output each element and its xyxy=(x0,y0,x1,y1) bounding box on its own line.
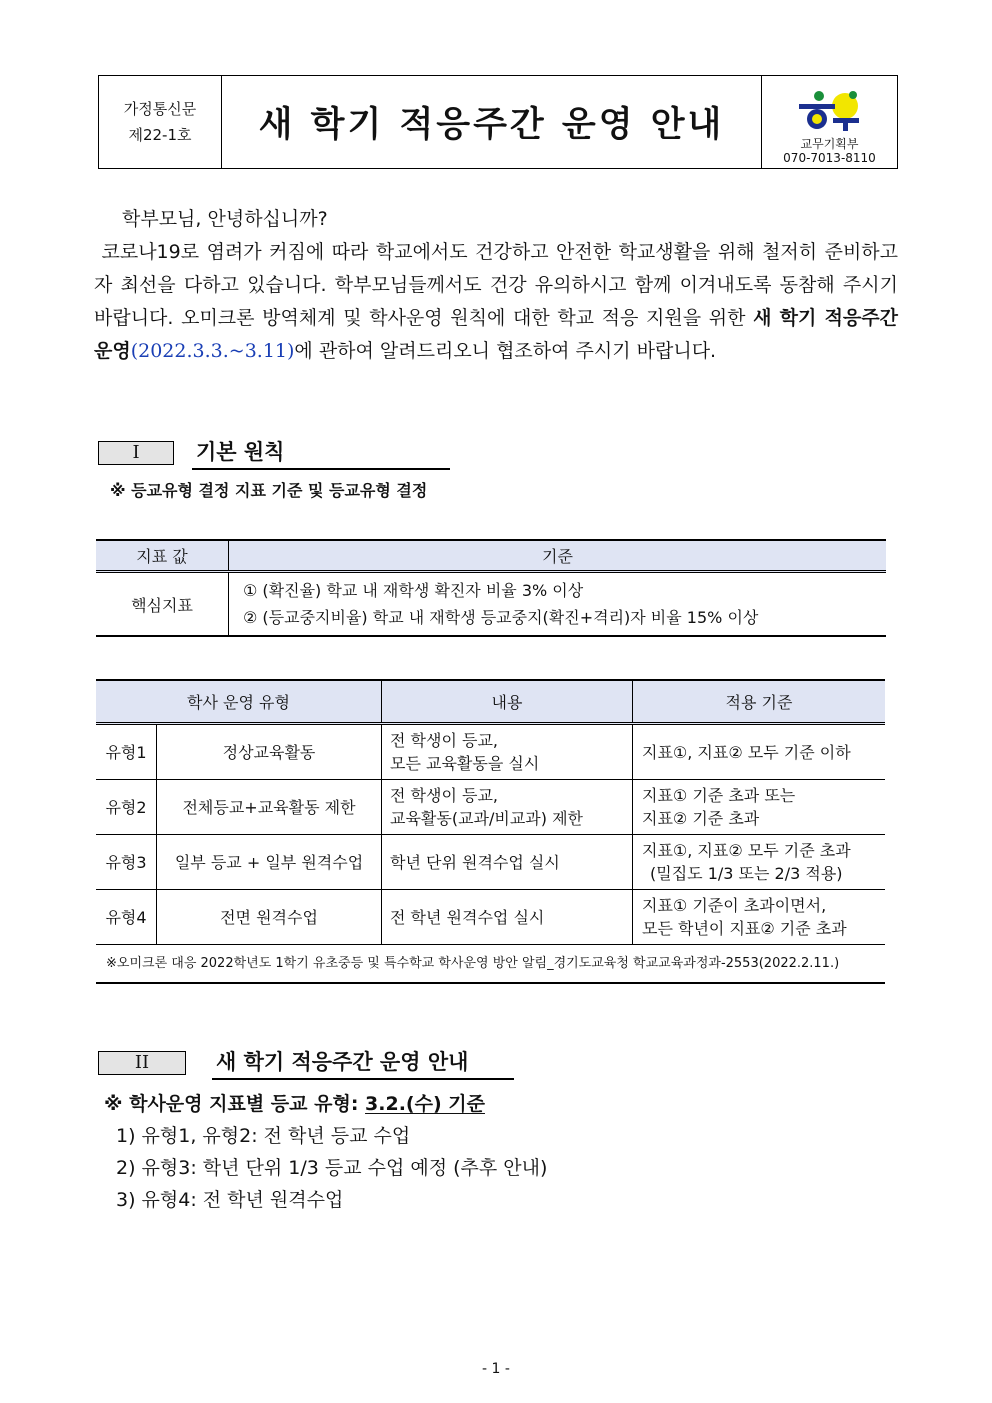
content-line: 전 학생이 등교, xyxy=(390,786,498,805)
criteria-line: 지표①, 지표② 모두 기준 초과 xyxy=(642,841,851,860)
content-line: 전 학생이 등교, xyxy=(390,731,498,750)
section-1-note: ※ 등교유형 결정 지표 기준 및 등교유형 결정 xyxy=(110,481,428,500)
table-row xyxy=(96,572,886,637)
criteria-cell xyxy=(633,724,886,780)
section-2-number: II xyxy=(98,1051,186,1075)
table-header: 적용 기준 xyxy=(633,680,886,724)
type-cell: 유형2 xyxy=(96,780,157,835)
section-2-list xyxy=(104,1088,547,1216)
name-cell: 일부 등교 + 일부 원격수업 xyxy=(157,835,382,890)
section-1-title: 기본 원칙 xyxy=(192,436,450,470)
section-2-title: 새 학기 적응주간 운영 안내 xyxy=(212,1046,514,1080)
intro-body-bold: 새 학기 적응주간 운영 xyxy=(94,307,898,362)
content-cell xyxy=(382,780,633,835)
criteria-line: 지표①, 지표② 모두 기준 이하 xyxy=(642,742,851,762)
dept-phone: 070-7013-8110 xyxy=(783,151,876,165)
table-footnote-row xyxy=(96,945,885,984)
content-line: 모든 교육활동을 실시 xyxy=(390,754,540,773)
criteria-line: 지표① 기준이 초과이면서, xyxy=(642,896,827,915)
dept-name: 교무기획부 xyxy=(800,137,859,151)
section-2-heading xyxy=(98,1046,514,1080)
doc-info xyxy=(99,76,222,168)
indicator-table xyxy=(96,539,886,637)
intro-body-1: 코로나19로 염려가 커짐에 따라 학교에서도 건강하고 안전한 학교생활을 위해 철저히 준비하고자 최선을 다하고 있습니다. 학부모님들께서도 건강 유의하시고 함께 이겨내도록 동참해 주시기 바랍니다. 오미크론 방역체계 및 학사운영 원칙에 대한 학교 적응 지원을 위한 xyxy=(94,241,899,329)
list-item: 1) 유형1, 유형2: 전 학년 등교 수업 xyxy=(116,1125,411,1147)
criteria-cell xyxy=(633,835,886,890)
section-2-lead xyxy=(104,1088,547,1120)
intro-text xyxy=(94,203,898,368)
table-row xyxy=(96,780,885,835)
intro-body-2: 에 관하여 알려드리오니 협조하여 주시기 바랍니다. xyxy=(294,340,717,362)
table-header-row xyxy=(96,540,886,572)
table-header: 기준 xyxy=(229,540,887,572)
content-cell xyxy=(382,724,633,780)
criteria-cell xyxy=(633,780,886,835)
content-line: 전 학년 원격수업 실시 xyxy=(390,907,545,927)
criteria-line: 모든 학년이 지표② 기준 초과 xyxy=(642,919,847,938)
table-row xyxy=(96,724,885,780)
doc-number: 제22-1호 xyxy=(128,126,192,144)
table-row xyxy=(96,890,885,945)
criteria-1: ① (확진율) 학교 내 재학생 확진자 비율 3% 이상 xyxy=(243,581,584,600)
table-row xyxy=(96,835,885,890)
criteria-cell xyxy=(633,890,886,945)
type-cell: 유형1 xyxy=(96,724,157,780)
dept-info xyxy=(761,76,897,168)
name-cell: 정상교육활동 xyxy=(157,724,382,780)
section-1-number: I xyxy=(98,441,174,465)
school-logo-icon xyxy=(797,89,863,133)
content-cell xyxy=(382,835,633,890)
list-item: 3) 유형4: 전 학년 원격수업 xyxy=(116,1189,344,1211)
criteria-line: 지표② 기준 초과 xyxy=(642,809,760,828)
table-footnote: ※오미크론 대응 2022학년도 1학기 유초중등 및 특수학교 학사운영 방안 알림_경기도교육청 학교교육과정과-2553(2022.2.11.) xyxy=(96,945,885,984)
greeting: 학부모님, 안녕하십니까? xyxy=(122,208,328,230)
page-number: - 1 - xyxy=(482,1361,510,1377)
document-header xyxy=(98,75,898,169)
doc-type: 가정통신문 xyxy=(123,100,197,118)
content-line: 교육활동(교과/비교과) 제한 xyxy=(390,809,583,828)
type-cell: 유형4 xyxy=(96,890,157,945)
content-cell xyxy=(382,890,633,945)
intro-body-date: (2022.3.3.~3.11) xyxy=(130,340,295,362)
intro-body xyxy=(94,236,898,368)
criteria-line: (밀집도 1/3 또는 2/3 적용) xyxy=(650,864,843,883)
list-item: 2) 유형3: 학년 단위 1/3 등교 수업 예정 (추후 안내) xyxy=(116,1157,548,1179)
operation-type-table xyxy=(96,679,885,984)
type-cell: 유형3 xyxy=(96,835,157,890)
page-title: 새 학기 적응주간 운영 안내 xyxy=(258,105,725,145)
row-label: 핵심지표 xyxy=(96,572,229,637)
lead-date: 3.2.(수) 기준 xyxy=(365,1093,485,1115)
name-cell: 전체등교+교육활동 제한 xyxy=(157,780,382,835)
content-line: 학년 단위 원격수업 실시 xyxy=(390,852,560,872)
table-header: 학사 운영 유형 xyxy=(96,680,382,724)
table-header: 지표 값 xyxy=(96,540,229,572)
lead-text: ※ 학사운영 지표별 등교 유형: xyxy=(104,1093,366,1115)
criteria-2: ② (등교중지비율) 학교 내 재학생 등교중지(확진+격리)자 비율 15% 이상 xyxy=(243,608,759,627)
criteria-cell xyxy=(229,572,887,637)
section-1-heading xyxy=(98,436,450,470)
table-header-row xyxy=(96,680,885,724)
name-cell: 전면 원격수업 xyxy=(157,890,382,945)
criteria-line: 지표① 기준 초과 또는 xyxy=(642,786,796,805)
table-header: 내용 xyxy=(382,680,633,724)
